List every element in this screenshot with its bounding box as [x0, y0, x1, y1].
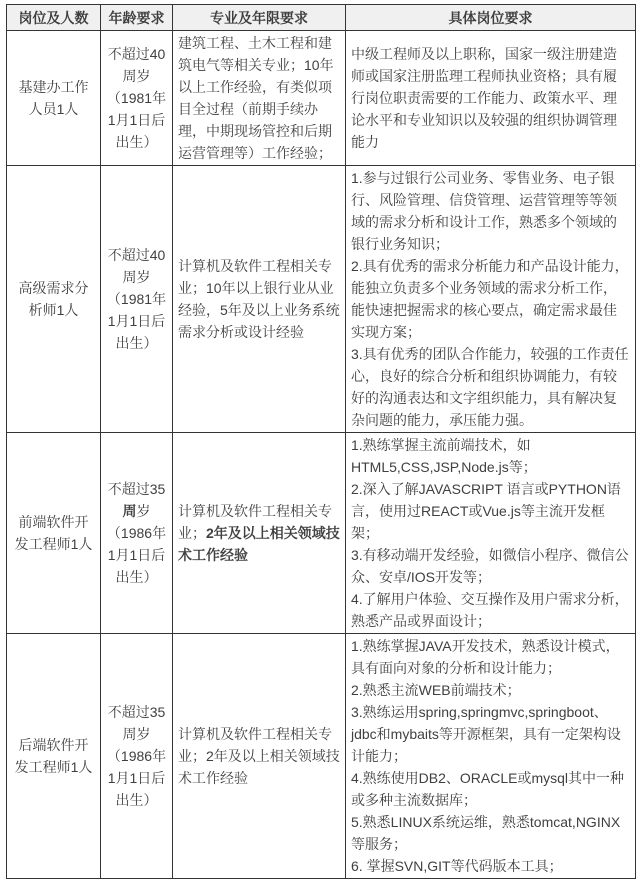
- text-segment: 计算机及软件工程相关专业；2年及以上相关领域技术工作经验: [178, 726, 340, 786]
- table-header: [7, 5, 636, 31]
- requirement-line: 2.深入了解JAVASCRIPT 语言或PYTHON语言，使用过REACT或Vue.js等主流开发框架；: [351, 481, 621, 541]
- table-row: [7, 634, 636, 879]
- header-cell-requirements: 具体岗位要求: [346, 5, 636, 31]
- age-cell: [101, 433, 173, 634]
- requirement-line: 3.熟练运用spring,springmvc,springboot、jdbc和mybaits等开源框架，具有一定架构设计能力；: [351, 704, 621, 764]
- text-segment: 计算机及软件工程相关专业；10年以上银行业从业经验，5年及以上业务系统需求分析或设计经验: [178, 258, 340, 340]
- text-segment: 周: [122, 503, 137, 519]
- requirement-line: 5.熟悉LINUX系统运维，熟悉tomcat,NGINX等服务；: [351, 814, 621, 852]
- table-body: [7, 31, 636, 879]
- requirement-line: 中级工程师及以上职称，国家一级注册建造师或国家注册监理工程师执业资格；具有履行岗位职责需要的工作能力、政策水平、理论水平和专业知识以及较强的组织协调管理能力: [351, 46, 617, 150]
- table-row: [7, 166, 636, 433]
- table-row: [7, 433, 636, 634]
- major-cell: [173, 166, 346, 433]
- requirement-line: 6. 掌握SVN,GIT等代码版本工具；: [351, 858, 563, 874]
- text-segment: 建筑工程、土木工程和建筑电气等相关专业；10年以上工作经验，有类似项目全过程（前期手续办理，中期现场管控和后期运营管理等）工作经验；: [178, 35, 334, 161]
- text-segment: 不超过35: [107, 481, 166, 497]
- requirement-line: 2.具有优秀的需求分析能力和产品设计能力，能独立负责多个业务领域的需求分析工作，能快速把握需求的核心要点，确定需求最佳实现方案；: [351, 258, 629, 340]
- requirements-cell: [346, 634, 636, 879]
- requirement-line: 4.了解用户体验、交互操作及用户需求分析，熟悉产品或界面设计；: [351, 591, 629, 629]
- age-cell: [101, 31, 173, 166]
- header-row: [7, 5, 636, 31]
- text-segment: 不超过40周岁（1981年1月1日后出生）: [106, 46, 167, 150]
- text-segment: 不超过35周岁（1986年1月1日后出生）: [106, 704, 167, 808]
- job-requirements-table: [6, 4, 636, 879]
- position-cell: 高级需求分析师1人: [7, 166, 101, 433]
- age-cell: [101, 634, 173, 879]
- table-row: [7, 31, 636, 166]
- requirements-cell: [346, 433, 636, 634]
- requirements-cell: [346, 166, 636, 433]
- requirement-line: 4.熟练使用DB2、ORACLE或mysql其中一种或多种主流数据库；: [351, 770, 625, 808]
- major-cell: [173, 433, 346, 634]
- age-cell: [101, 166, 173, 433]
- text-segment: 2年及以上相关领域技术工作经验: [178, 525, 340, 563]
- header-cell-age: 年龄要求: [101, 5, 173, 31]
- text-segment: 不超过40周岁（1981年1月1日后出生）: [106, 247, 167, 351]
- requirement-line: 1.熟练掌握主流前端技术，如HTML5,CSS,JSP,Node.js等；: [351, 437, 537, 475]
- header-cell-position: 岗位及人数: [7, 5, 101, 31]
- requirement-line: 1.参与过银行公司业务、零售业务、电子银行、风险管理、信贷管理、运营管理等等领域的需求分析和设计工作，熟悉多个领域的银行业务知识；: [351, 170, 617, 252]
- text-segment: 岁（1986年1月1日后出生）: [106, 503, 167, 585]
- position-cell: 基建办工作人员1人: [7, 31, 101, 166]
- requirement-line: 3.有移动端开发经验，如微信小程序、微信公众、安卓/IOS开发等；: [351, 547, 629, 585]
- major-cell: [173, 31, 346, 166]
- major-cell: [173, 634, 346, 879]
- requirement-line: 2.熟悉主流WEB前端技术；: [351, 682, 521, 698]
- text-segment: 计算机及软件工程相关专业；: [178, 503, 332, 541]
- requirements-cell: [346, 31, 636, 166]
- position-cell: 后端软件开发工程师1人: [7, 634, 101, 879]
- requirement-line: 1.熟练掌握JAVA开发技术，熟悉设计模式，具有面向对象的分析和设计能力；: [351, 638, 620, 676]
- requirement-line: 3.具有优秀的团队合作能力，较强的工作责任心，良好的综合分析和组织协调能力，有较好的沟通表达和文字组织能力，具有解决复杂问题的能力，承压能力强。: [351, 346, 629, 428]
- header-cell-major: 专业及年限要求: [173, 5, 346, 31]
- position-cell: 前端软件开发工程师1人: [7, 433, 101, 634]
